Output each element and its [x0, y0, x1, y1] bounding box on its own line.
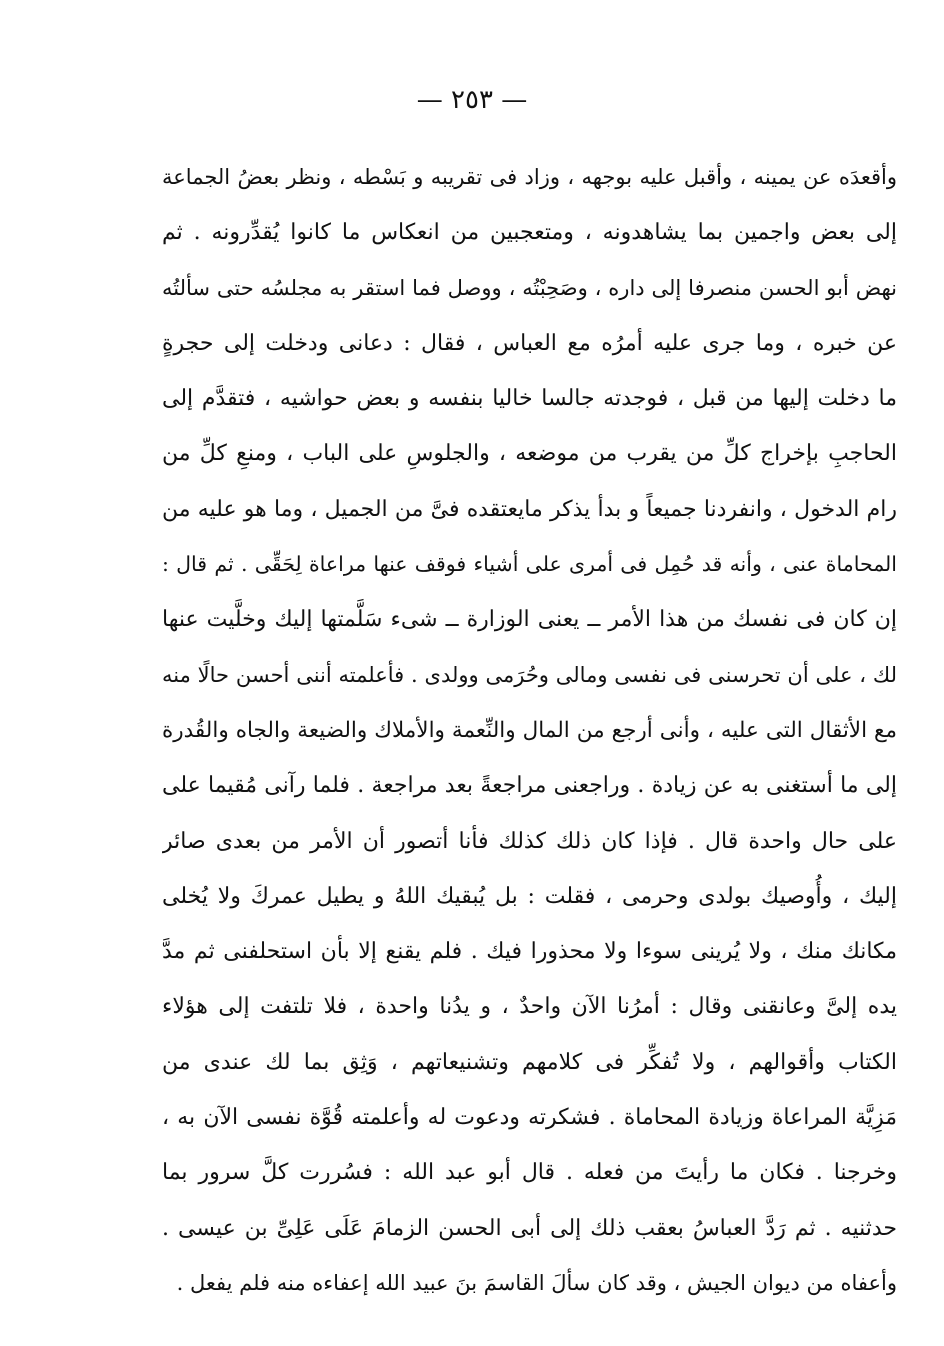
- text-line: لك ، على أن تحرسنى فى نفسى ومالى وحُرَمى وولدى . فأعلمته أننى أحسن حالًا منه: [162, 662, 897, 687]
- text-line: يده إلىَّ وعانقنى وقال : أمرُنا الآن واحدٌ ، و يدُنا واحدة ، فلا تلتفت إلى هؤلاء: [162, 994, 897, 1020]
- text-line: إلى ما أستغنى به عن زيادة . وراجعنى مراجعةً بعد مراجعة . فلما رآنى مُقيما على: [162, 773, 897, 799]
- text-line: إن كان فى نفسك من هذا الأمر ــ يعنى الوزارة ــ شىء سَلَّمتها إليك وخلَّيت عنها: [162, 607, 897, 633]
- text-line: رام الدخول ، وانفردنا جميعاً و بدأ يذكر مايعتقده فىَّ من الجميل ، وما هو عليه من: [162, 496, 897, 522]
- text-line: نهض أبو الحسن منصرفا إلى داره ، وصَحِبْتُه ، ووصل فما استقر به مجلسُه حتى سألتُه: [162, 275, 897, 300]
- text-line: إليك ، وأُوصيك بولدى وحرمى ، فقلت : بل يُبقيك اللهُ و يطيل عمركَ ولا يُخلى: [162, 883, 897, 909]
- text-line: المحاماة عنى ، وأنه قد حُمِل فى أمرى على أشياء فوقف عنها مراعاة لِحَقِّى . ثم قال :: [162, 552, 897, 577]
- text-line: إلى بعض واجمين بما يشاهدونه ، ومتعجبين من انعكاس ما كانوا يُقدِّرونه . ثم: [162, 220, 897, 246]
- page-number: — ٢٥٣ —: [416, 85, 528, 115]
- text-line: وأقعدَه عن يمينه ، وأقبل عليه بوجهه ، وزاد فى تقريبه و بَسْطه ، ونظر بعضُ الجماعة: [162, 165, 897, 189]
- text-line: مكانك منك ، ولا يُرينى سوءا ولا محذورا فيك . فلم يقنع إلا بأن استحلفنى ثم مدَّ: [162, 939, 897, 965]
- body-text: [162, 150, 897, 1311]
- text-line: عن خبره ، وما جرى عليه أمرُه مع العباس ، فقال : دعانى ودخلت إلى حجرةٍ: [162, 330, 897, 356]
- text-line: الكتاب وأقوالهم ، ولا تُفكِّر فى كلامهم وتشنيعاتهم ، وَثِق بما لك عندى من: [162, 1049, 897, 1075]
- text-line: على حال واحدة قال . فإذا كان ذلك كذلك فأنا أتصور أن الأمر من بعدى صائر: [162, 828, 897, 854]
- text-line: وخرجنا . فكان ما رأيتَ من فعله . قال أبو عبد الله : فسُررت كلَّ سرور بما: [162, 1160, 897, 1186]
- text-line: وأعفاه من ديوان الجيش ، وقد كان سألَ القاسمَ بنَ عبيد الله إعفاءه منه فلم يفعل .: [176, 1270, 897, 1295]
- text-line: حدثنيه . ثم رَدَّ العباسُ بعقب ذلك إلى أبى الحسن الزمامَ عَلَى عَلِىِّ بن عيسى .: [162, 1215, 897, 1241]
- text-line: ما دخلت إليها من قبل ، فوجدته جالسا خاليا بنفسه و بعض حواشيه ، فتقدَّم إلى: [162, 386, 897, 412]
- text-line: مع الأثقال التى عليه ، وأنى أرجع من المال والنِّعمة والأملاك والضيعة والجاه والقُدرة: [162, 717, 897, 743]
- text-line: مَزِيَّة المراعاة وزيادة المحاماة . فشكرته ودعوت له وأعلمته قُوَّة نفسى الآن به ،: [162, 1105, 897, 1131]
- text-line: الحاجبِ بإخراج كلِّ من يقرب من موضعه ، والجلوسِ على الباب ، ومنعِ كلِّ من: [162, 441, 897, 467]
